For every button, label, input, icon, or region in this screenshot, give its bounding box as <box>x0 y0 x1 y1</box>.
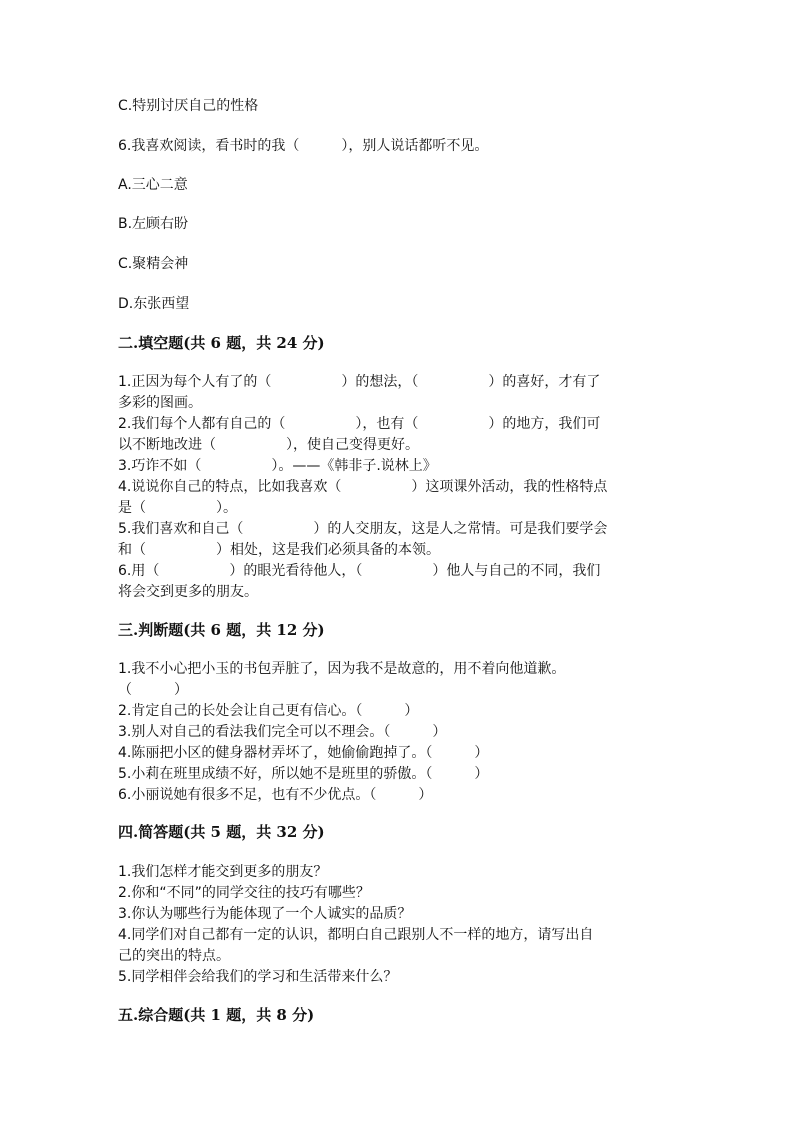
fill-line: 和（ ）相处，这是我们必须具备的本领。 <box>118 542 440 558</box>
section-true-false-heading: 三.判断题(共 6 题，共 12 分) <box>118 621 325 639</box>
section-fill-blank-heading: 二.填空题(共 6 题，共 24 分) <box>118 334 325 352</box>
question-6-option-c: C.聚精会神 <box>118 256 189 272</box>
short-answer-line: 1.我们怎样才能交到更多的朋友？ <box>118 864 328 880</box>
fill-line: 以不断地改进（ ），使自己变得更好。 <box>118 437 419 453</box>
fill-line: 多彩的图画。 <box>118 395 202 411</box>
fill-line: 6.用（ ）的眼光看待他人，（ ）他人与自己的不同，我们 <box>118 563 601 579</box>
short-answer-line: 3.你认为哪些行为能体现了一个人诚实的品质？ <box>118 906 412 922</box>
short-answer-line: 2.你和“不同”的同学交往的技巧有哪些？ <box>118 885 370 901</box>
true-false-line: （ ） <box>118 682 188 698</box>
question-6-option-a: A.三心二意 <box>118 177 188 193</box>
true-false-line: 3.别人对自己的看法我们完全可以不理会。（ ） <box>118 724 447 740</box>
question-6-option-d: D.东张西望 <box>118 296 190 312</box>
short-answer-line: 5.同学相伴会给我们的学习和生活带来什么？ <box>118 969 398 985</box>
fill-line: 5.我们喜欢和自己（ ）的人交朋友，这是人之常情。可是我们要学会 <box>118 521 608 537</box>
fill-line: 是（ ）。 <box>118 500 237 516</box>
true-false-line: 5.小莉在班里成绩不好，所以她不是班里的骄傲。（ ） <box>118 766 489 782</box>
fill-line: 2.我们每个人都有自己的（ ），也有（ ）的地方，我们可 <box>118 416 601 432</box>
fill-line: 将会交到更多的朋友。 <box>118 584 258 600</box>
true-false-line: 2.肯定自己的长处会让自己更有信心。（ ） <box>118 703 419 719</box>
fill-line: 3.巧诈不如（ ）。——《韩非子.说林上》 <box>118 458 437 474</box>
true-false-line: 4.陈丽把小区的健身器材弄坏了，她偷偷跑掉了。（ ） <box>118 745 489 761</box>
true-false-line: 1.我不小心把小玉的书包弄脏了，因为我不是故意的，用不着向他道歉。 <box>118 661 566 677</box>
section-short-answer-heading: 四.简答题(共 5 题，共 32 分) <box>118 823 325 841</box>
question-6-stem: 6.我喜欢阅读，看书时的我（ ），别人说话都听不见。 <box>118 138 489 154</box>
fill-line: 4.说说你自己的特点，比如我喜欢（ ）这项课外活动，我的性格特点 <box>118 479 608 495</box>
option-c-prev: C.特别讨厌自己的性格 <box>118 98 259 114</box>
question-6-option-b: B.左顾右盼 <box>118 216 189 232</box>
section-comprehensive-heading: 五.综合题(共 1 题，共 8 分) <box>118 1006 315 1024</box>
short-answer-line: 4.同学们对自己都有一定的认识，都明白自己跟别人不一样的地方，请写出自 <box>118 927 594 943</box>
true-false-line: 6.小丽说她有很多不足，也有不少优点。（ ） <box>118 787 433 803</box>
fill-line: 1.正因为每个人有了的（ ）的想法，（ ）的喜好，才有了 <box>118 374 601 390</box>
short-answer-line: 己的突出的特点。 <box>118 948 230 964</box>
